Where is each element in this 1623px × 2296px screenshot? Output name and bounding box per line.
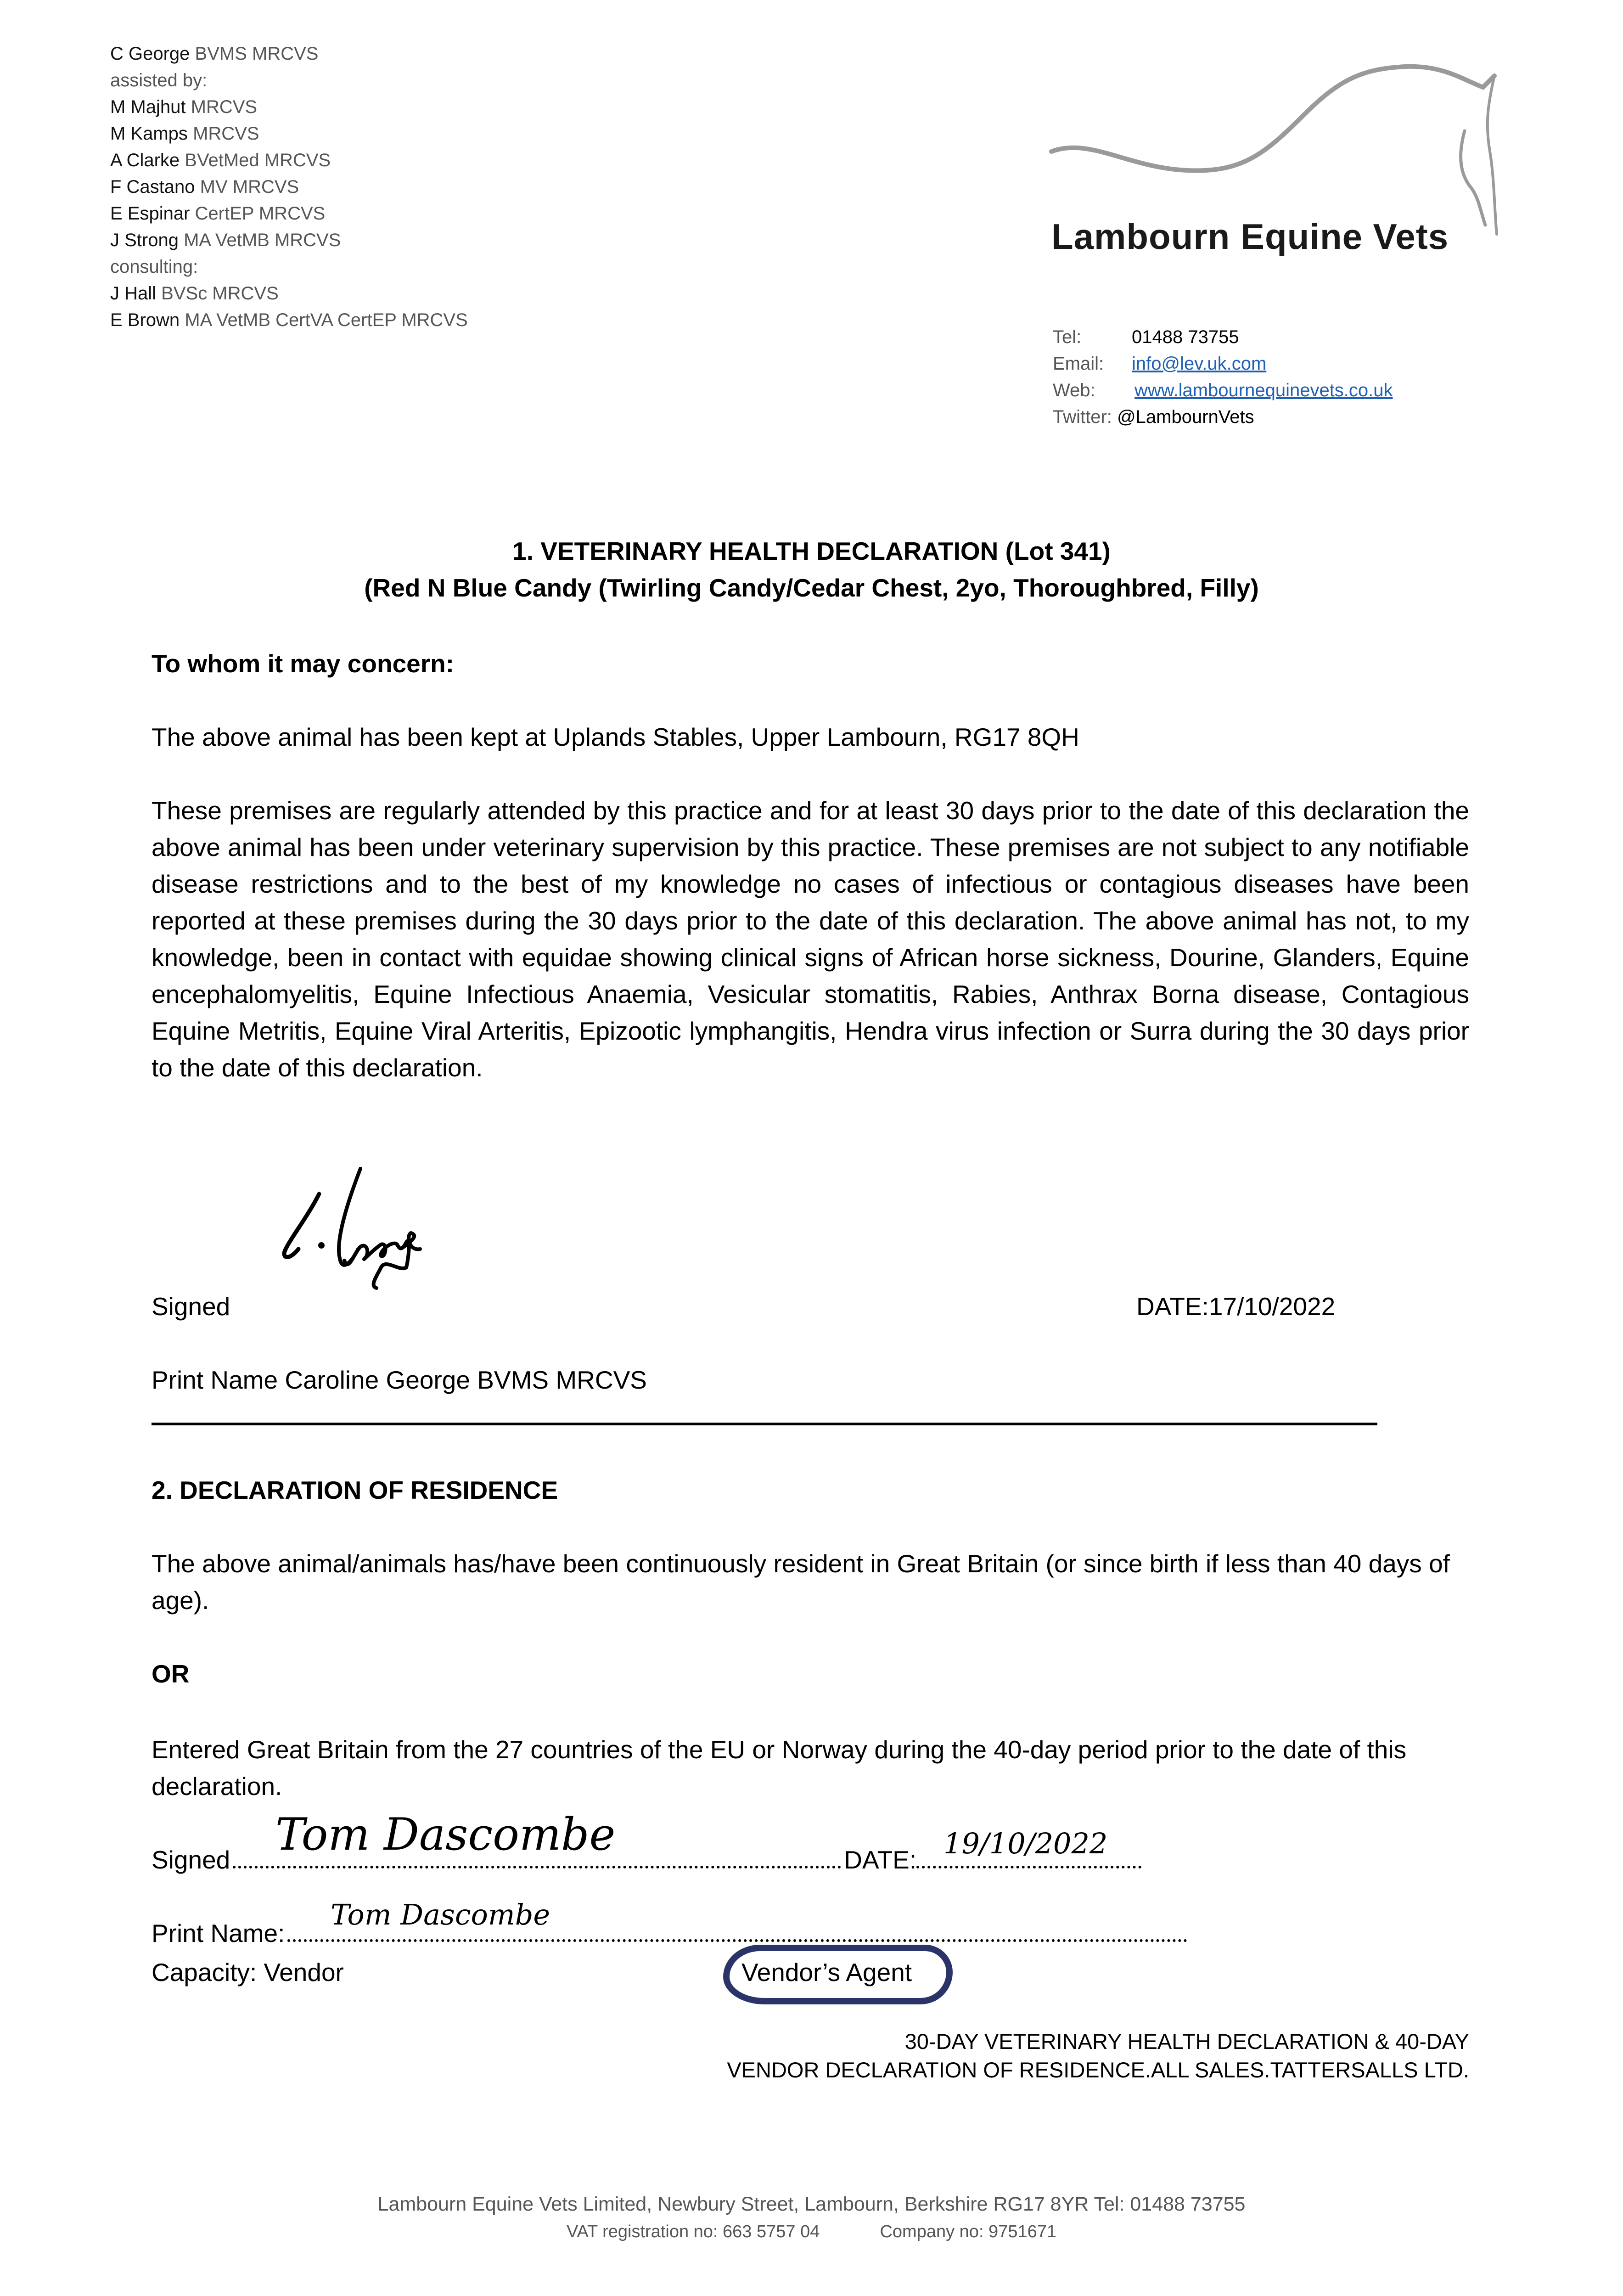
staff-member: A Clarke BVetMed MRCVS xyxy=(110,150,331,170)
staff-member: M Majhut MRCVS xyxy=(110,97,258,117)
vet-date: DATE:17/10/2022 xyxy=(1136,1292,1336,1321)
contact-email: Email: info@lev.uk.com xyxy=(1053,354,1267,374)
section2-title: 2. DECLARATION OF RESIDENCE xyxy=(152,1476,558,1504)
contact-tel: Tel: 01488 73755 xyxy=(1053,327,1239,347)
section-divider xyxy=(152,1423,1377,1425)
staff-member: E Brown MA VetMB CertVA CertEP MRCVS xyxy=(110,310,468,330)
vendor-signed-row: Signed DATE: xyxy=(152,1841,1144,1878)
staff-lead: C George BVMS MRCVS xyxy=(110,44,319,64)
vendor-date-value: 19/10/2022 xyxy=(943,1827,1108,1860)
health-declaration-text: These premises are regularly attended by this practice and for at least 30 days prior to the date of this declaration the above animal has been under veterinary supervision by this practice. These premises are not subject to any notifiable disease restrictions and to the best of my knowledge no cases of infectious or contagious diseases have been reported at these premises during the 30 days prior to the date of this declaration. The above animal has not, to my knowledge, been in contact with equidae showing clinical signs of African horse sickness, Dourine, Glanders, Equine encephalomyelitis, Equine Infectious Anaemia, Vesicular stomatitis, Rabies, Anthrax Borna disease, Contagious Equine Metritis, Equine Viral Arteritis, Epizootic lymphangitis, Hendra virus infection or Surra during the 30 days prior to the date of this declaration. xyxy=(152,796,1469,1082)
section1-heading xyxy=(0,533,1623,606)
section1-subtitle: (Red N Blue Candy (Twirling Candy/Cedar Chest, 2yo, Thoroughbred, Filly) xyxy=(364,574,1259,602)
vendor-signature: Tom Dascombe xyxy=(275,1809,616,1860)
staff-member: J Hall BVSc MRCVS xyxy=(110,283,279,304)
staff-member: J Strong MA VetMB MRCVS xyxy=(110,230,341,250)
entered-statement: Entered Great Britain from the 27 countries of the EU or Norway during the 40-day period prior to the date of this declaration. xyxy=(152,1735,1407,1801)
section1-title: 1. VETERINARY HEALTH DECLARATION (Lot 341) xyxy=(512,537,1111,565)
signature-field[interactable] xyxy=(233,1866,841,1868)
vendor-print-name-value: Tom Dascombe xyxy=(331,1898,550,1931)
email-link[interactable]: info@lev.uk.com xyxy=(1132,354,1267,374)
or-label: OR xyxy=(152,1660,190,1688)
kept-at-statement: The above animal has been kept at Uplands Stables, Upper Lambourn, RG17 8QH xyxy=(152,723,1079,751)
capacity-vendor-option: Capacity: Vendor xyxy=(152,1958,344,1986)
consulting-label: consulting: xyxy=(110,257,198,277)
logo-text: Lambourn Equine Vets xyxy=(1051,216,1449,257)
capacity-vendors-agent-option[interactable]: Vendor’s Agent xyxy=(741,1958,912,1986)
contact-block xyxy=(1053,324,1393,430)
website-link[interactable]: www.lambournequinevets.co.uk xyxy=(1134,380,1393,400)
vet-print-name: Print Name Caroline George BVMS MRCVS xyxy=(152,1366,647,1394)
assisted-by-label: assisted by: xyxy=(110,70,208,90)
company-registration: VAT registration no: 663 5757 04 Company no: 9751671 xyxy=(566,2222,1056,2241)
form-reference-note: 30-DAY VETERINARY HEALTH DECLARATION & 40-DAY VENDOR DECLARATION OF RESIDENCE.ALL SALES.TATTERSALLS LTD. xyxy=(727,2029,1469,2082)
company-footer xyxy=(0,2190,1623,2245)
staff-list xyxy=(110,40,468,333)
staff-member: M Kamps MRCVS xyxy=(110,124,259,144)
vet-signature-icon xyxy=(271,1166,500,1313)
company-address: Lambourn Equine Vets Limited, Newbury Street, Lambourn, Berkshire RG17 8YR Tel: 01488 73755 xyxy=(377,2193,1246,2215)
contact-web: Web: www.lambournequinevets.co.uk xyxy=(1053,380,1393,400)
contact-twitter: Twitter: @LambournVets xyxy=(1053,407,1254,427)
resident-statement: The above animal/animals has/have been continuously resident in Great Britain (or since birth if less than 40 days of age). xyxy=(152,1549,1450,1615)
staff-member: E Espinar CertEP MRCVS xyxy=(110,203,326,224)
print-name-field[interactable] xyxy=(287,1939,1187,1942)
date-field[interactable] xyxy=(916,1866,1141,1868)
salutation: To whom it may concern: xyxy=(152,649,455,678)
staff-member: F Castano MV MRCVS xyxy=(110,177,299,197)
vet-signed-label: Signed xyxy=(152,1292,230,1321)
vendor-print-name-row: Print Name: xyxy=(152,1915,1190,1952)
